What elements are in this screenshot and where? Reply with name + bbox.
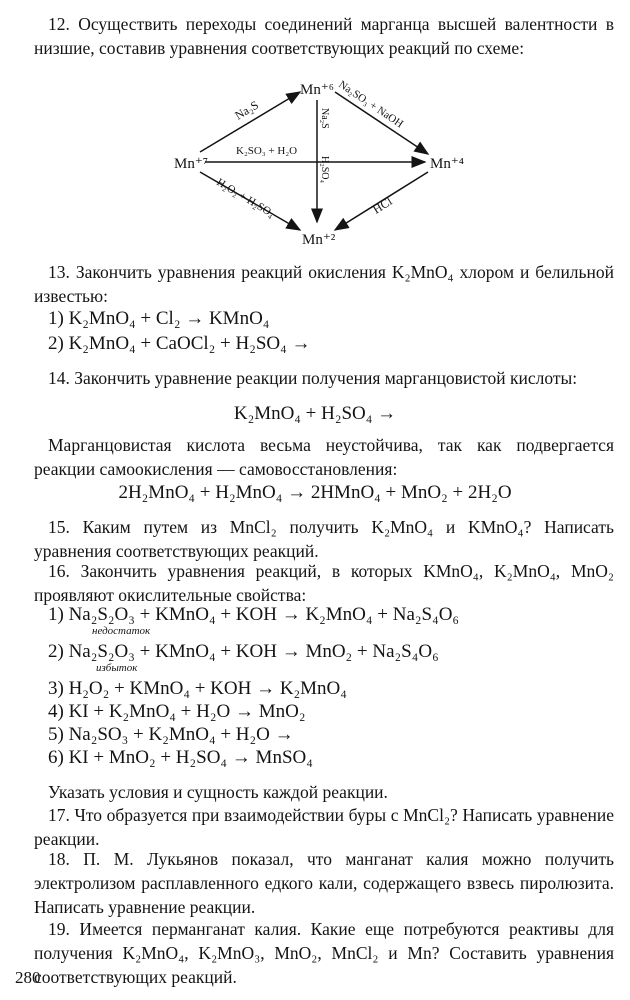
problem-12-text: 12. Осуществить переходы соединений марганца высшей валентности в низшие, составив уравнения соответствующих реакций по схеме:: [34, 14, 614, 58]
note-insufficient: недостаток: [92, 625, 151, 637]
manganese-transition-scheme: [160, 72, 470, 247]
label-h2o2-h2so4: H₂O₂ + H₂SO₄: [214, 176, 277, 221]
problem-14-text: 14. Закончить уравнение реакции получения марганцовистой кислоты:: [48, 368, 578, 388]
node-mn2: Mn⁺²: [302, 232, 336, 247]
p16-equation-3: 3) H₂O₂ + KMnO₄ + KOH → K₂MnO₄: [48, 678, 347, 699]
label-k2so3-h2o: K₂SO₃ + H₂O: [236, 145, 298, 157]
p16-equation-2: 2) Na₂S₂O₃ + KMnO₄ + KOH → MnO₂ + Na₂S₄O₆: [48, 641, 439, 662]
node-mn4: Mn⁺⁴: [430, 156, 464, 172]
page-number: 280: [15, 968, 41, 987]
problem-17-text: 17. Что образуется при взаимодействии буры с MnCl₂? Написать уравнение реакции.: [34, 805, 614, 849]
label-na2s: Na₂S: [232, 97, 261, 123]
p14-equation-2: 2H₂MnO₄ + H₂MnO₄ → 2HMnO₄ + MnO₂ + 2H₂O: [118, 482, 512, 503]
note-excess: избыток: [96, 662, 138, 674]
p16-equation-1: 1) Na₂S₂O₃ + KMnO₄ + KOH → K₂MnO₄ + Na₂S₄O₆: [48, 604, 460, 625]
p14-equation: K₂MnO₄ + H₂SO₄ →: [233, 403, 397, 424]
label-hcl: HCl: [370, 194, 395, 217]
node-mn6: Mn⁺⁶: [300, 82, 334, 98]
p16-equation-5: 5) Na₂SO₃ + K₂MnO₄ + H₂O →: [48, 724, 294, 745]
label-h2so4-vertical: H₂SO₄: [319, 156, 330, 183]
problem-16-text: 16. Закончить уравнения реакций, в которых KMnO₄, K₂MnO₄, MnO₂ проявляют окислительные свойства:: [34, 561, 614, 605]
problem-19-text: 19. Имеется перманганат калия. Какие еще потребуются реактивы для получения K₂MnO₄, K₂MnO₃, MnO₂, MnCl₂ и Mn? Составить уравнения соответствующих реакций.: [34, 919, 614, 987]
arrow-mn6-mn4: [335, 92, 428, 154]
problem-18-text: 18. П. М. Лукьянов показал, что манганат калия можно получить электролизом расплавленного едкого кали, содержащего взвесь пиролюзита. Написать уравнение реакции.: [34, 849, 614, 917]
label-na2s-vertical: Na₂S: [319, 108, 330, 129]
p16-equation-4: 4) KI + K₂MnO₄ + H₂O → MnO₂: [48, 701, 306, 722]
node-mn7: Mn⁺⁷: [174, 156, 208, 172]
problem-13-text: 13. Закончить уравнения реакций окисления K₂MnO₄ хлором и белильной известью:: [34, 262, 614, 306]
problem-15-text: 15. Каким путем из MnCl₂ получить K₂MnO₄ и KMnO₄? Написать уравнения соответствующих реакций.: [34, 517, 614, 561]
p13-equation-1: 1) K₂MnO₄ + Cl₂ → KMnO₄: [48, 308, 270, 329]
p13-equation-2: 2) K₂MnO₄ + CaOCl₂ + H₂SO₄ →: [48, 333, 311, 354]
problem-16-tail: Указать условия и сущность каждой реакции.: [48, 782, 388, 802]
problem-14-explanation: Марганцовистая кислота весьма неустойчива, так как подвергается реакции самоокисления — самовосстановления:: [34, 435, 614, 479]
label-na2so3-naoh: Na₂SO₃ + NaOH: [336, 78, 406, 131]
p16-equation-6: 6) KI + MnO₂ + H₂SO₄ → MnSO₄: [48, 747, 313, 768]
